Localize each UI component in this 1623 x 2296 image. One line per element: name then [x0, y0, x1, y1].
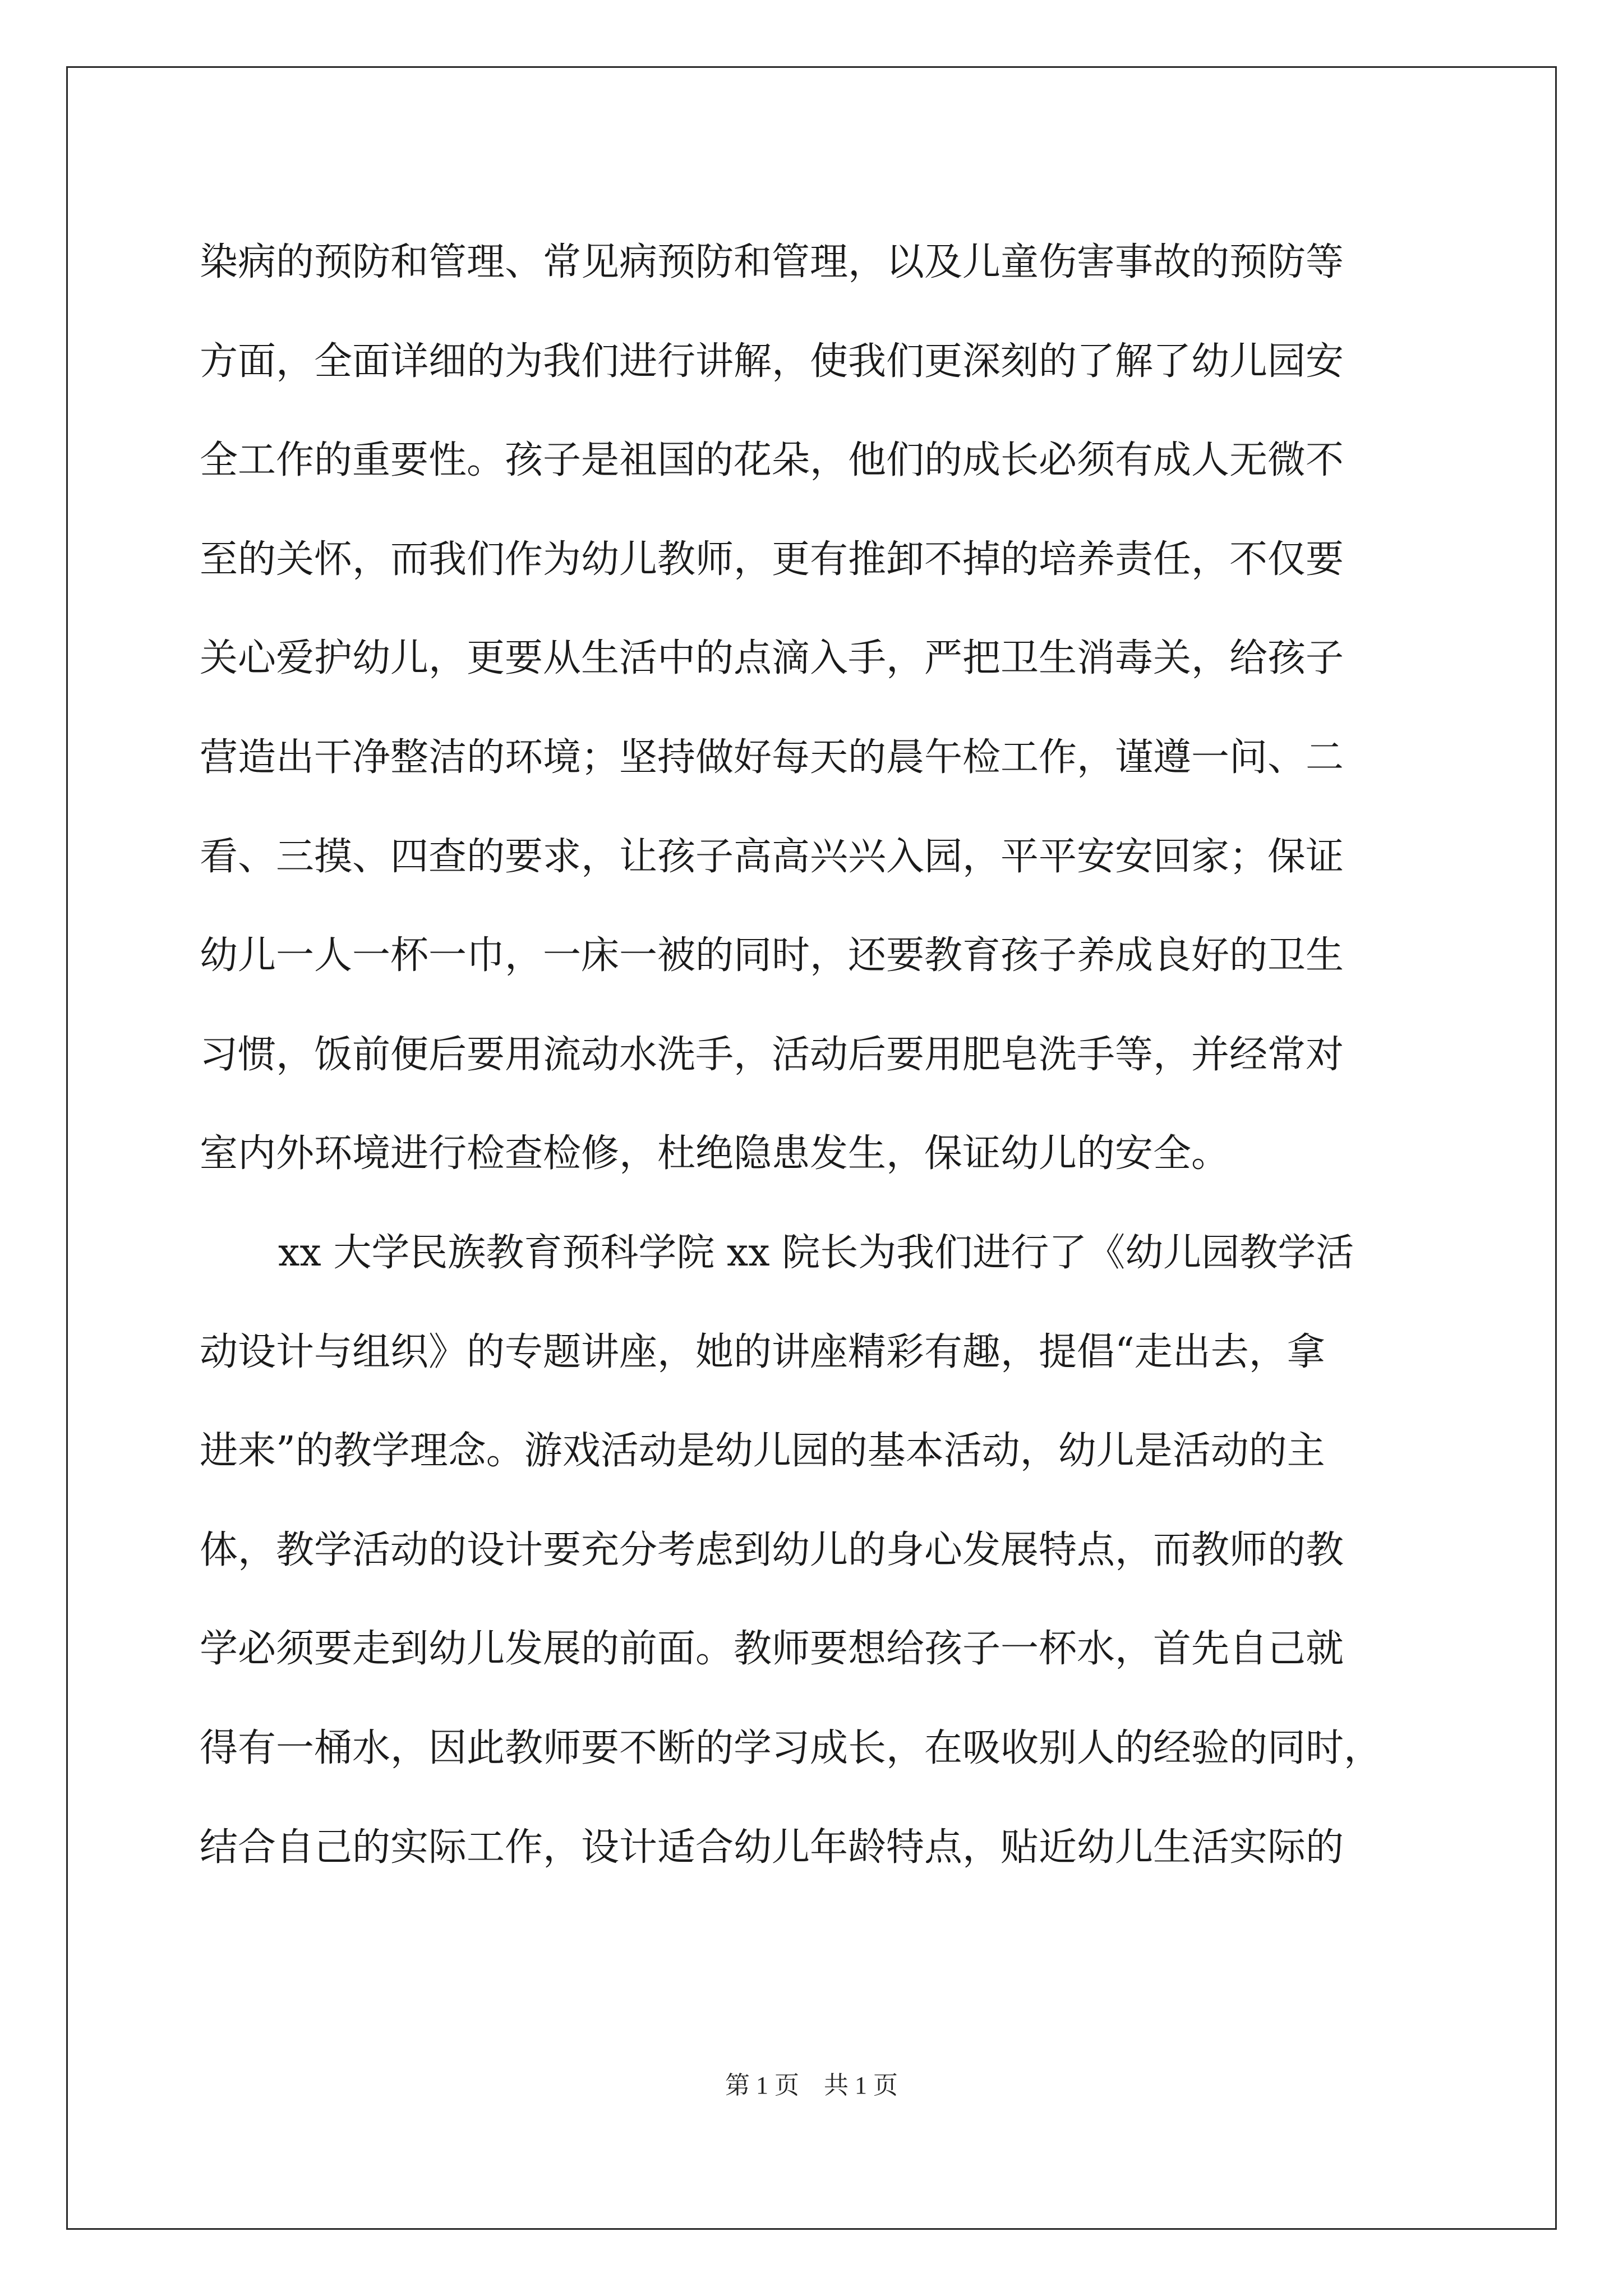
body-line: 看、三摸、四查的要求，让孩子高高兴兴入园，平平安安回家；保证 — [200, 834, 1344, 879]
page-number: 第 1 页 共 1 页 — [725, 2072, 898, 2099]
body-line: 得有一桶水，因此教师要不断的学习成长，在吸收别人的经验的同时， — [200, 1726, 1382, 1770]
body-line: 全工作的重要性。孩子是祖国的花朵，他们的成长必须有成人无微不 — [200, 438, 1344, 483]
body-line: 进来”的教学理念。游戏活动是幼儿园的基本活动，幼儿是活动的主 — [200, 1429, 1325, 1474]
body-line: 至的关怀，而我们作为幼儿教师，更有推卸不掉的培养责任，不仅要 — [200, 537, 1344, 582]
body-line: 染病的预防和管理、常见病预防和管理，以及儿童伤害事故的预防等 — [200, 240, 1344, 284]
body-line: 幼儿一人一杯一巾，一床一被的同时，还要教育孩子养成良好的卫生 — [200, 933, 1344, 978]
body-line: xx 大学民族教育预科学院 xx 院长为我们进行了《幼儿园教学活 — [278, 1230, 1354, 1275]
body-line: 体，教学活动的设计要充分考虑到幼儿的身心发展特点，而教师的教 — [200, 1527, 1344, 1572]
body-line: 学必须要走到幼儿发展的前面。教师要想给孩子一杯水，首先自己就 — [200, 1627, 1344, 1672]
body-line: 方面，全面详细的为我们进行讲解，使我们更深刻的了解了幼儿园安 — [200, 339, 1344, 384]
document-body — [200, 213, 1422, 1897]
body-line: 营造出干净整洁的环境；坚持做好每天的晨午检工作，谨遵一问、二 — [200, 735, 1344, 780]
body-line: 关心爱护幼儿，更要从生活中的点滴入手，严把卫生消毒关，给孩子 — [200, 636, 1344, 681]
body-line: 动设计与组织》的专题讲座，她的讲座精彩有趣，提倡“走出去，拿 — [200, 1329, 1325, 1374]
body-line: 室内外环境进行检查检修，杜绝隐患发生，保证幼儿的安全。 — [200, 1131, 1230, 1176]
body-line: 结合自己的实际工作，设计适合幼儿年龄特点，贴近幼儿生活实际的 — [200, 1825, 1344, 1870]
body-line: 习惯，饭前便后要用流动水洗手，活动后要用肥皂洗手等，并经常对 — [200, 1032, 1344, 1077]
